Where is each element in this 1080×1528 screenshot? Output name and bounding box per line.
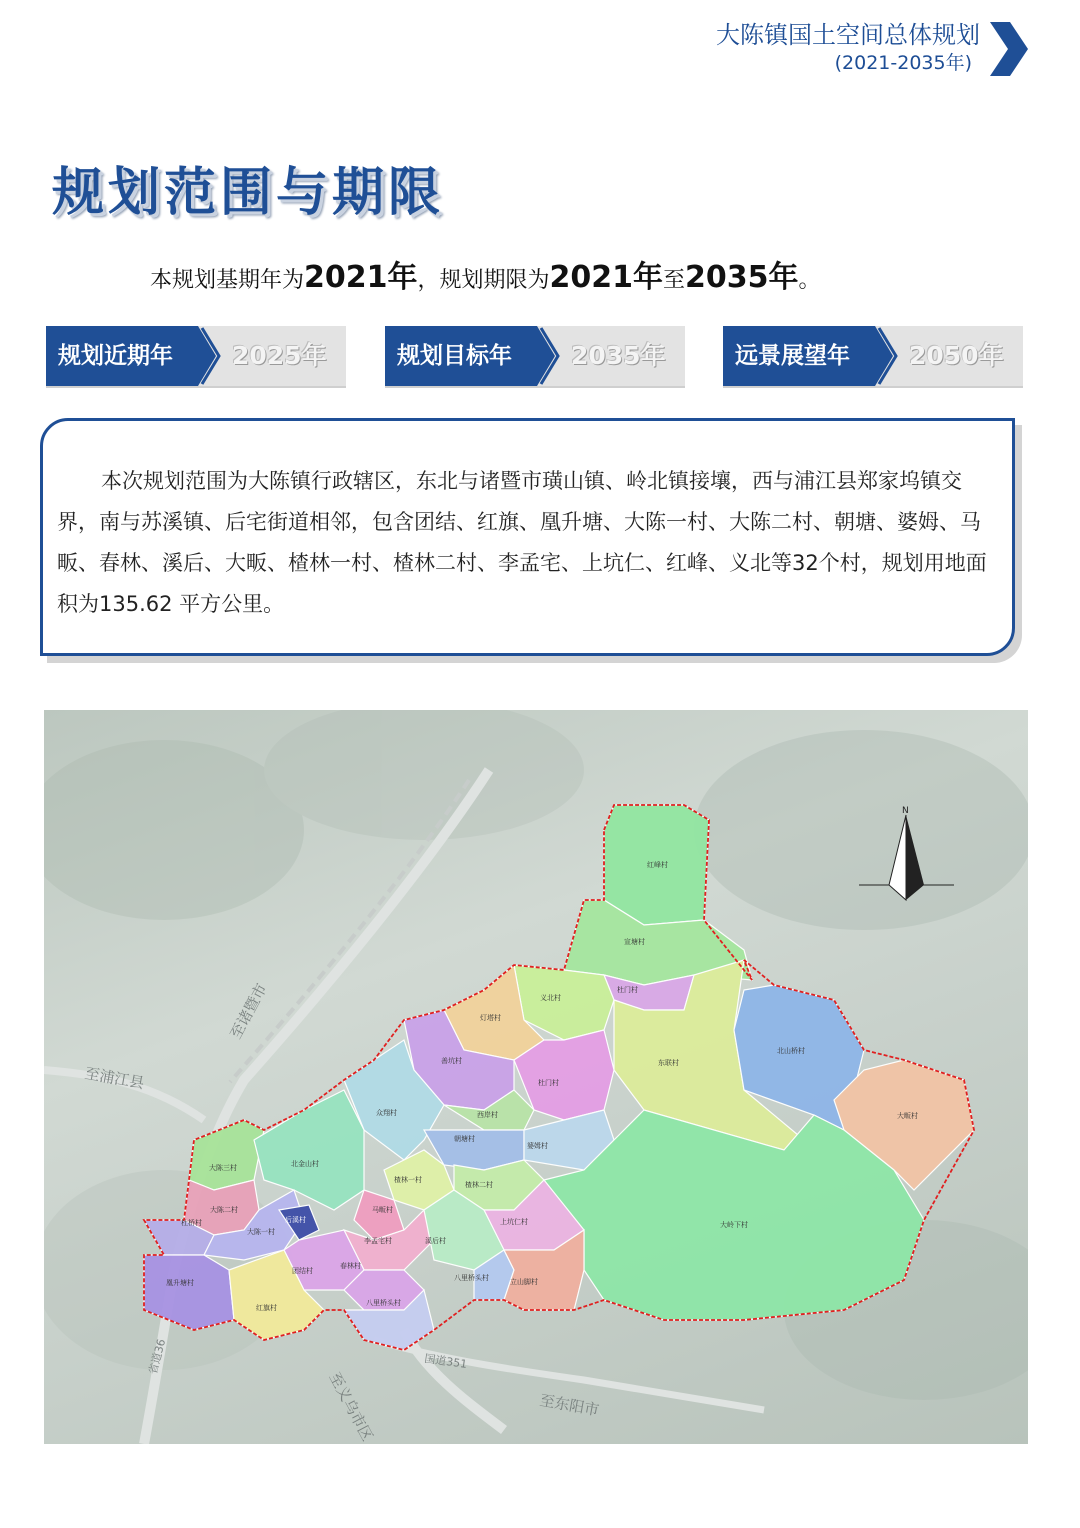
end-year: 2035年	[685, 260, 799, 295]
village-label: 楂林一村	[394, 1176, 422, 1184]
period-year: 2025年	[232, 341, 327, 370]
village-label: 婆姆村	[527, 1142, 548, 1150]
village-label: 红旗村	[256, 1304, 277, 1312]
village-label: 上坑仁村	[500, 1218, 528, 1226]
village-label: 溪后村	[425, 1237, 446, 1245]
village-label: 大岭下村	[720, 1221, 748, 1229]
period-label: 规划目标年	[385, 326, 535, 386]
intro-part: 。	[798, 268, 821, 293]
intro-part: 至	[663, 268, 686, 293]
village-label: 善坑村	[441, 1057, 462, 1065]
road-label-pujiang: 至浦江县	[83, 1064, 146, 1093]
region-dachen3	[189, 1120, 264, 1190]
village-label: 杜门村	[538, 1079, 559, 1087]
scope-description-box	[40, 418, 1015, 656]
road-label-g351: 国道351	[423, 1352, 468, 1371]
village-label: 北山桥村	[777, 1047, 805, 1055]
road-label-s36: 省道36	[146, 1337, 169, 1376]
intro-text	[150, 252, 821, 296]
road-label-zhuji: 至诸暨市	[226, 980, 271, 1042]
village-label: 八里桥头村	[454, 1274, 489, 1282]
chevron-right-icon	[188, 326, 228, 386]
intro-part: ，规划期限为	[417, 268, 550, 293]
village-label: 红峰村	[647, 861, 668, 869]
intro-part: 本规划基期年为	[150, 268, 305, 293]
village-label: 后溪村	[285, 1216, 306, 1224]
village-label: 西岸村	[477, 1111, 498, 1119]
village-label: 马畈村	[372, 1206, 393, 1214]
village-label: 楂林二村	[465, 1181, 493, 1189]
village-label: 东联村	[658, 1059, 679, 1067]
base-year: 2021年	[304, 260, 418, 295]
chevron-right-icon	[865, 326, 905, 386]
document-title: 大陈镇国土空间总体规划	[716, 21, 980, 49]
start-year: 2021年	[549, 260, 664, 295]
road-label-yiwu: 至义乌市区	[325, 1369, 377, 1444]
village-label: 大陈一村	[247, 1228, 275, 1236]
village-label: 大陈三村	[209, 1164, 237, 1172]
period-near-term	[46, 326, 346, 388]
period-year: 2050年	[909, 341, 1004, 370]
period-vision	[723, 326, 1023, 388]
page-title: 规划范围与期限	[52, 163, 445, 223]
village-label: 李孟宅村	[364, 1237, 392, 1245]
scope-description: 本次规划范围为大陈镇行政辖区，东北与诸暨市璜山镇、岭北镇接壤，西与浦江县郑家坞镇交界，南与苏溪镇、后宅街道相邻，包含团结、红旗、凰升塘、大陈一村、大陈二村、朝塘、婆姆、马畈、春林、溪后、大畈、楂林一村、楂林二村、李孟宅、上坑仁、红峰、义北等32个村，规划用地面积为135.62 平方公里。	[57, 469, 987, 616]
map-canvas	[44, 710, 1028, 1444]
village-label: 灯塔村	[480, 1014, 501, 1022]
planning-area-map	[44, 710, 1028, 1444]
village-label: 立山脚村	[510, 1278, 538, 1286]
village-label: 杜桥村	[181, 1219, 202, 1227]
period-year: 2035年	[571, 341, 666, 370]
chevron-right-icon	[988, 22, 1028, 76]
village-label: 朝塘村	[454, 1135, 475, 1143]
village-label: 众翔村	[376, 1109, 397, 1117]
period-target	[385, 326, 685, 388]
village-label: 大陈二村	[210, 1206, 238, 1214]
compass-north-label: N	[902, 806, 909, 816]
village-label: 八里桥头村	[366, 1299, 401, 1307]
road-label-dongyang: 至东阳市	[538, 1391, 601, 1420]
period-label: 远景展望年	[723, 326, 873, 386]
village-label: 北金山村	[291, 1160, 319, 1168]
document-subtitle: (2021-2035年)	[834, 52, 972, 74]
village-label: 团结村	[292, 1267, 313, 1275]
chevron-right-icon	[527, 326, 567, 386]
village-label: 大畈村	[897, 1112, 918, 1120]
village-label: 春林村	[340, 1262, 361, 1270]
period-label: 规划近期年	[46, 326, 196, 386]
village-label: 宣塘村	[624, 938, 645, 946]
region-beijinshan	[254, 1090, 364, 1210]
village-label: 义北村	[540, 994, 561, 1002]
village-label: 凰升塘村	[166, 1279, 194, 1287]
village-label: 杜门村	[617, 986, 638, 994]
